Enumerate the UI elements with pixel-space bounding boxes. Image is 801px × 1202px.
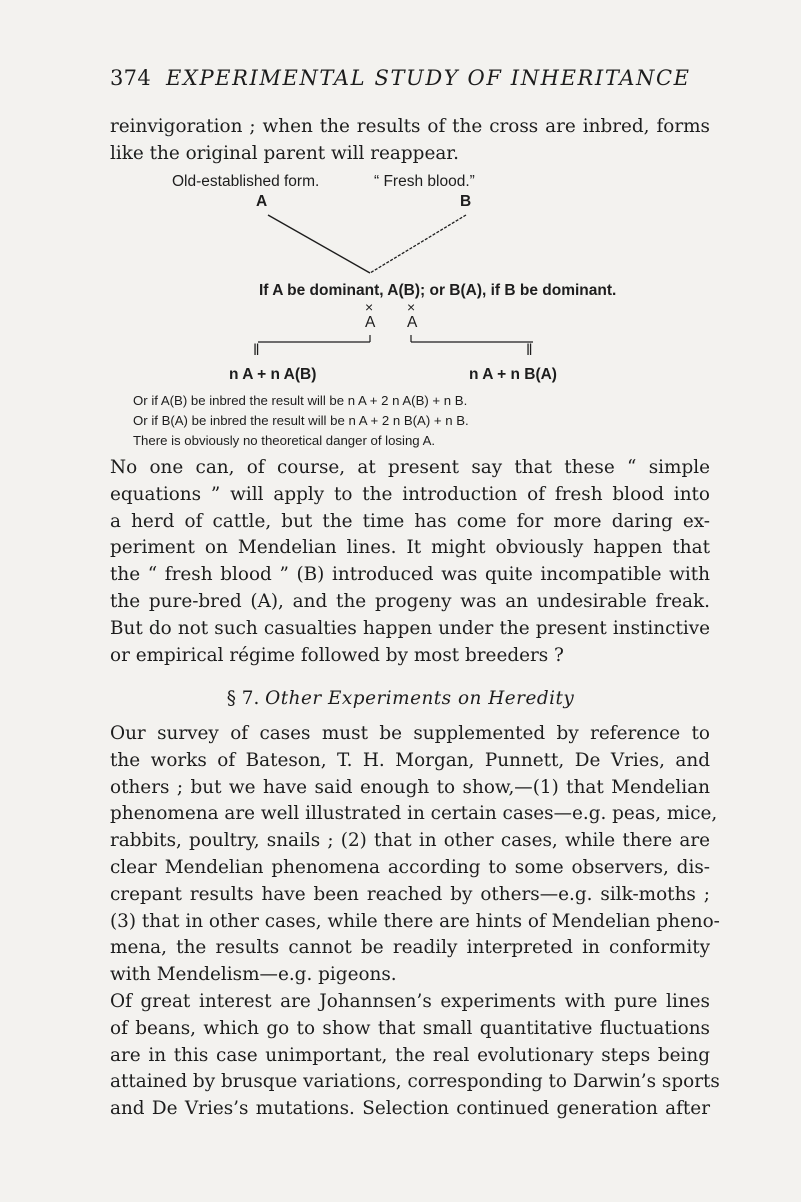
text-line: crepant results have been reached by others—e.g. silk-moths ; [110, 883, 710, 905]
diagram-right-heading: “ Fresh blood.” [374, 173, 475, 190]
cross-symbol-left: × [365, 299, 374, 315]
section-mark: § 7. [226, 688, 260, 709]
text-line: and De Vries’s mutations. Selection continued generation after [110, 1098, 710, 1120]
text-line: clear Mendelian phenomena according to some observers, dis- [110, 856, 710, 878]
running-title: EXPERIMENTAL STUDY OF INHERITANCE [165, 66, 691, 90]
text-line: others ; but we have said enough to show,—(1) that Mendelian [110, 776, 710, 798]
text-line: (3) that in other cases, while there are hints of Mendelian pheno- [110, 910, 720, 932]
text-line: No one can, of course, at present say that these “ simple [110, 457, 710, 478]
text-line: the “ fresh blood ” (B) introduced was quite incompatible with [110, 564, 710, 586]
text-line: like the original parent will reappear. [110, 142, 459, 164]
dominance-line: If A be dominant, A(B); or B(A), if B be dominant. [259, 282, 617, 299]
text-line: of beans, which go to show that small quantitative fluctuations [110, 1017, 710, 1039]
diagram-left-heading: Old-established form. [172, 173, 320, 190]
text-line: a herd of cattle, but the time has come for more daring ex- [110, 510, 710, 532]
text-line: Our survey of cases must be supplemented by reference to [110, 723, 710, 744]
equals-right: ‖ [526, 342, 533, 359]
diagram-a-left: A [365, 314, 376, 331]
cross-line-right [370, 215, 466, 273]
note-line: There is obviously no theoretical danger of losing A. [133, 433, 436, 448]
section-heading [0, 688, 801, 709]
paragraph-fresh-blood [110, 455, 710, 669]
page-number: 374 [110, 66, 151, 90]
cross-symbol-right: × [407, 299, 416, 315]
text-line: periment on Mendelian lines. It might obviously happen that [110, 537, 710, 559]
text-line: attained by brusque variations, corresponding to Darwin’s sports [110, 1071, 720, 1093]
diagram-label-a: A [256, 193, 268, 210]
text-line: or empirical régime followed by most breeders ? [110, 644, 564, 666]
text-line: are in this case unimportant, the real evolutionary steps being [110, 1044, 710, 1066]
cross-line-left [268, 215, 370, 273]
text-line: rabbits, poultry, snails ; (2) that in other cases, while there are [110, 830, 710, 852]
text-line: equations ” will apply to the introduction of fresh blood into [110, 483, 710, 505]
text-line: But do not such casualties happen under the present instinctive [110, 617, 710, 639]
note-line: Or if B(A) be inbred the result will be n A + 2 n B(A) + n B. [133, 413, 469, 428]
text-line: mena, the results cannot be readily interpreted in conformity [110, 937, 710, 959]
diagram-a-right: A [407, 314, 418, 331]
paragraph-johannsen [110, 989, 720, 1123]
result-left: n A + n A(B) [229, 366, 317, 383]
text-line: with Mendelism—e.g. pigeons. [110, 964, 397, 986]
diagram-label-b: B [460, 193, 472, 210]
text-line: phenomena are well illustrated in certain cases—e.g. peas, mice, [110, 803, 718, 825]
text-line: the works of Bateson, T. H. Morgan, Punnett, De Vries, and [110, 749, 710, 771]
equals-left: ‖ [253, 342, 260, 359]
result-right: n A + n B(A) [469, 366, 557, 383]
text-line: the pure-bred (A), and the progeny was an undesirable freak. [110, 590, 710, 612]
text-line: reinvigoration ; when the results of the cross are inbred, forms [110, 116, 710, 137]
paragraph-survey [110, 721, 720, 989]
text-line: Of great interest are Johannsen’s experiments with pure lines [110, 991, 710, 1012]
section-title: Other Experiments on Heredity [265, 688, 575, 709]
note-line: Or if A(B) be inbred the result will be n A + 2 n A(B) + n B. [133, 393, 468, 408]
